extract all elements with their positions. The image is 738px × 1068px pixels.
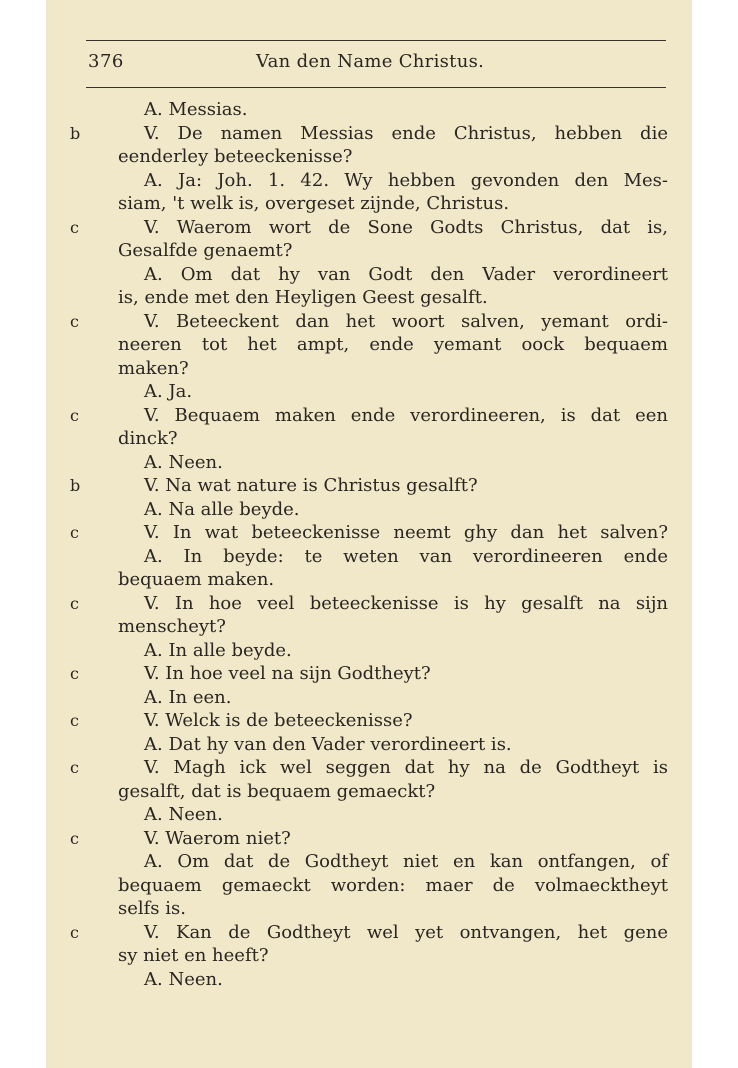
text-line <box>118 733 668 757</box>
margin-marker: c <box>70 523 79 542</box>
line-text: V. De namen Messias ende Christus, hebben die <box>144 122 668 144</box>
text-line <box>118 498 668 522</box>
text-line <box>118 286 668 310</box>
line-text: A. Ja: Joh. 1. 42. Wy hebben gevonden den Mes- <box>144 169 668 191</box>
line-text: V. Beteeckent dan het woort salven, yemant ordi- <box>144 310 668 332</box>
text-line <box>70 404 668 428</box>
text-line <box>118 451 668 475</box>
line-text: V. In hoe veel na sijn Godtheyt? <box>144 663 431 684</box>
margin-marker: c <box>70 828 79 848</box>
margin-marker: b <box>70 476 81 495</box>
text-line <box>118 874 668 898</box>
text-line <box>118 686 668 710</box>
line-text: A. Messias. <box>144 99 248 120</box>
line-text: V. In hoe veel beteeckenisse is hy gesalft na sijn <box>144 592 668 614</box>
line-text: siam, 't welk is, overgeset zijnde, Christus. <box>118 193 510 214</box>
line-text: eenderley beteeckenisse? <box>118 146 353 167</box>
page-number: 376 <box>88 51 124 72</box>
line-text: maken? <box>118 357 189 379</box>
text-line <box>118 263 668 287</box>
page-header <box>86 40 666 88</box>
text-line <box>70 662 668 686</box>
margin-marker: c <box>70 405 79 425</box>
line-text: gesalft, dat is bequaem gemaeckt? <box>118 780 436 802</box>
text-line <box>118 615 668 639</box>
line-text: A. In alle beyde. <box>144 639 292 661</box>
text-line <box>118 568 668 592</box>
text-line <box>118 850 668 874</box>
text-line <box>70 122 668 146</box>
line-text: V. Na wat nature is Christus gesalft? <box>144 475 478 496</box>
text-line <box>118 780 668 804</box>
line-text: selfs is. <box>118 898 186 919</box>
text-line <box>118 897 668 921</box>
line-text: A. Neen. <box>144 451 223 473</box>
line-text: dinck? <box>118 428 178 449</box>
line-text: neeren tot het ampt, ende yemant oock bequaem <box>118 334 668 355</box>
line-text: sy niet en heeft? <box>118 945 269 966</box>
text-line <box>118 639 668 663</box>
line-text: A. Dat hy van den Vader verordineert is. <box>144 733 512 755</box>
catechism-text <box>70 98 668 991</box>
line-text: A. Ja. <box>144 381 193 402</box>
line-text: V. Waerom wort de Sone Godts Christus, dat is, <box>144 216 668 238</box>
text-line <box>70 709 668 733</box>
margin-marker: c <box>70 922 79 942</box>
running-title: Van den Name Christus. <box>256 51 485 72</box>
text-line <box>118 333 668 357</box>
margin-marker: c <box>70 311 79 331</box>
text-line <box>70 216 668 240</box>
line-text: A. Om dat hy van Godt den Vader verordineert <box>144 263 668 285</box>
line-text: is, ende met den Heyligen Geest gesalft. <box>118 287 488 308</box>
line-text: V. Bequaem maken ende verordineeren, is dat een <box>144 404 668 426</box>
text-line <box>70 474 668 498</box>
margin-marker: c <box>70 758 79 777</box>
line-text: Gesalfde genaemt? <box>118 240 293 261</box>
line-text: A. Neen. <box>144 968 223 990</box>
text-line <box>70 521 668 545</box>
line-text: V. Kan de Godtheyt wel yet ontvangen, het gene <box>144 921 668 943</box>
margin-marker: b <box>70 123 81 143</box>
margin-marker: c <box>70 593 79 613</box>
text-line <box>118 357 668 381</box>
text-line <box>118 545 668 569</box>
text-line <box>70 310 668 334</box>
line-text: A. In een. <box>144 686 232 708</box>
margin-marker: c <box>70 217 79 237</box>
text-line <box>118 98 668 122</box>
line-text: V. Welck is de beteeckenisse? <box>144 710 413 731</box>
text-line <box>70 921 668 945</box>
text-line <box>70 592 668 616</box>
line-text: A. Na alle beyde. <box>144 498 300 520</box>
text-line <box>118 968 668 992</box>
line-text: V. Magh ick wel seggen dat hy na de Godtheyt is <box>144 757 668 778</box>
text-line <box>118 145 668 169</box>
text-line <box>118 380 668 404</box>
line-text: A. Om dat de Godtheyt niet en kan ontfangen, of <box>144 851 668 872</box>
line-text: menscheyt? <box>118 616 226 637</box>
line-text: bequaem gemaeckt worden: maer de volmaecktheyt <box>118 874 668 896</box>
text-line <box>118 169 668 193</box>
text-line <box>70 756 668 780</box>
book-page <box>46 0 692 1068</box>
margin-marker: c <box>70 711 79 730</box>
text-line <box>118 803 668 827</box>
line-text: bequaem maken. <box>118 569 275 590</box>
margin-marker: c <box>70 664 79 683</box>
text-line <box>118 239 668 263</box>
line-text: A. In beyde: te weten van verordineeren ende <box>144 545 668 567</box>
line-text: V. In wat beteeckenisse neemt ghy dan het salven? <box>144 522 668 543</box>
text-line <box>118 944 668 968</box>
line-text: V. Waerom niet? <box>144 827 291 849</box>
text-line <box>70 827 668 851</box>
text-line <box>118 427 668 451</box>
text-line <box>118 192 668 216</box>
line-text: A. Neen. <box>144 804 223 825</box>
